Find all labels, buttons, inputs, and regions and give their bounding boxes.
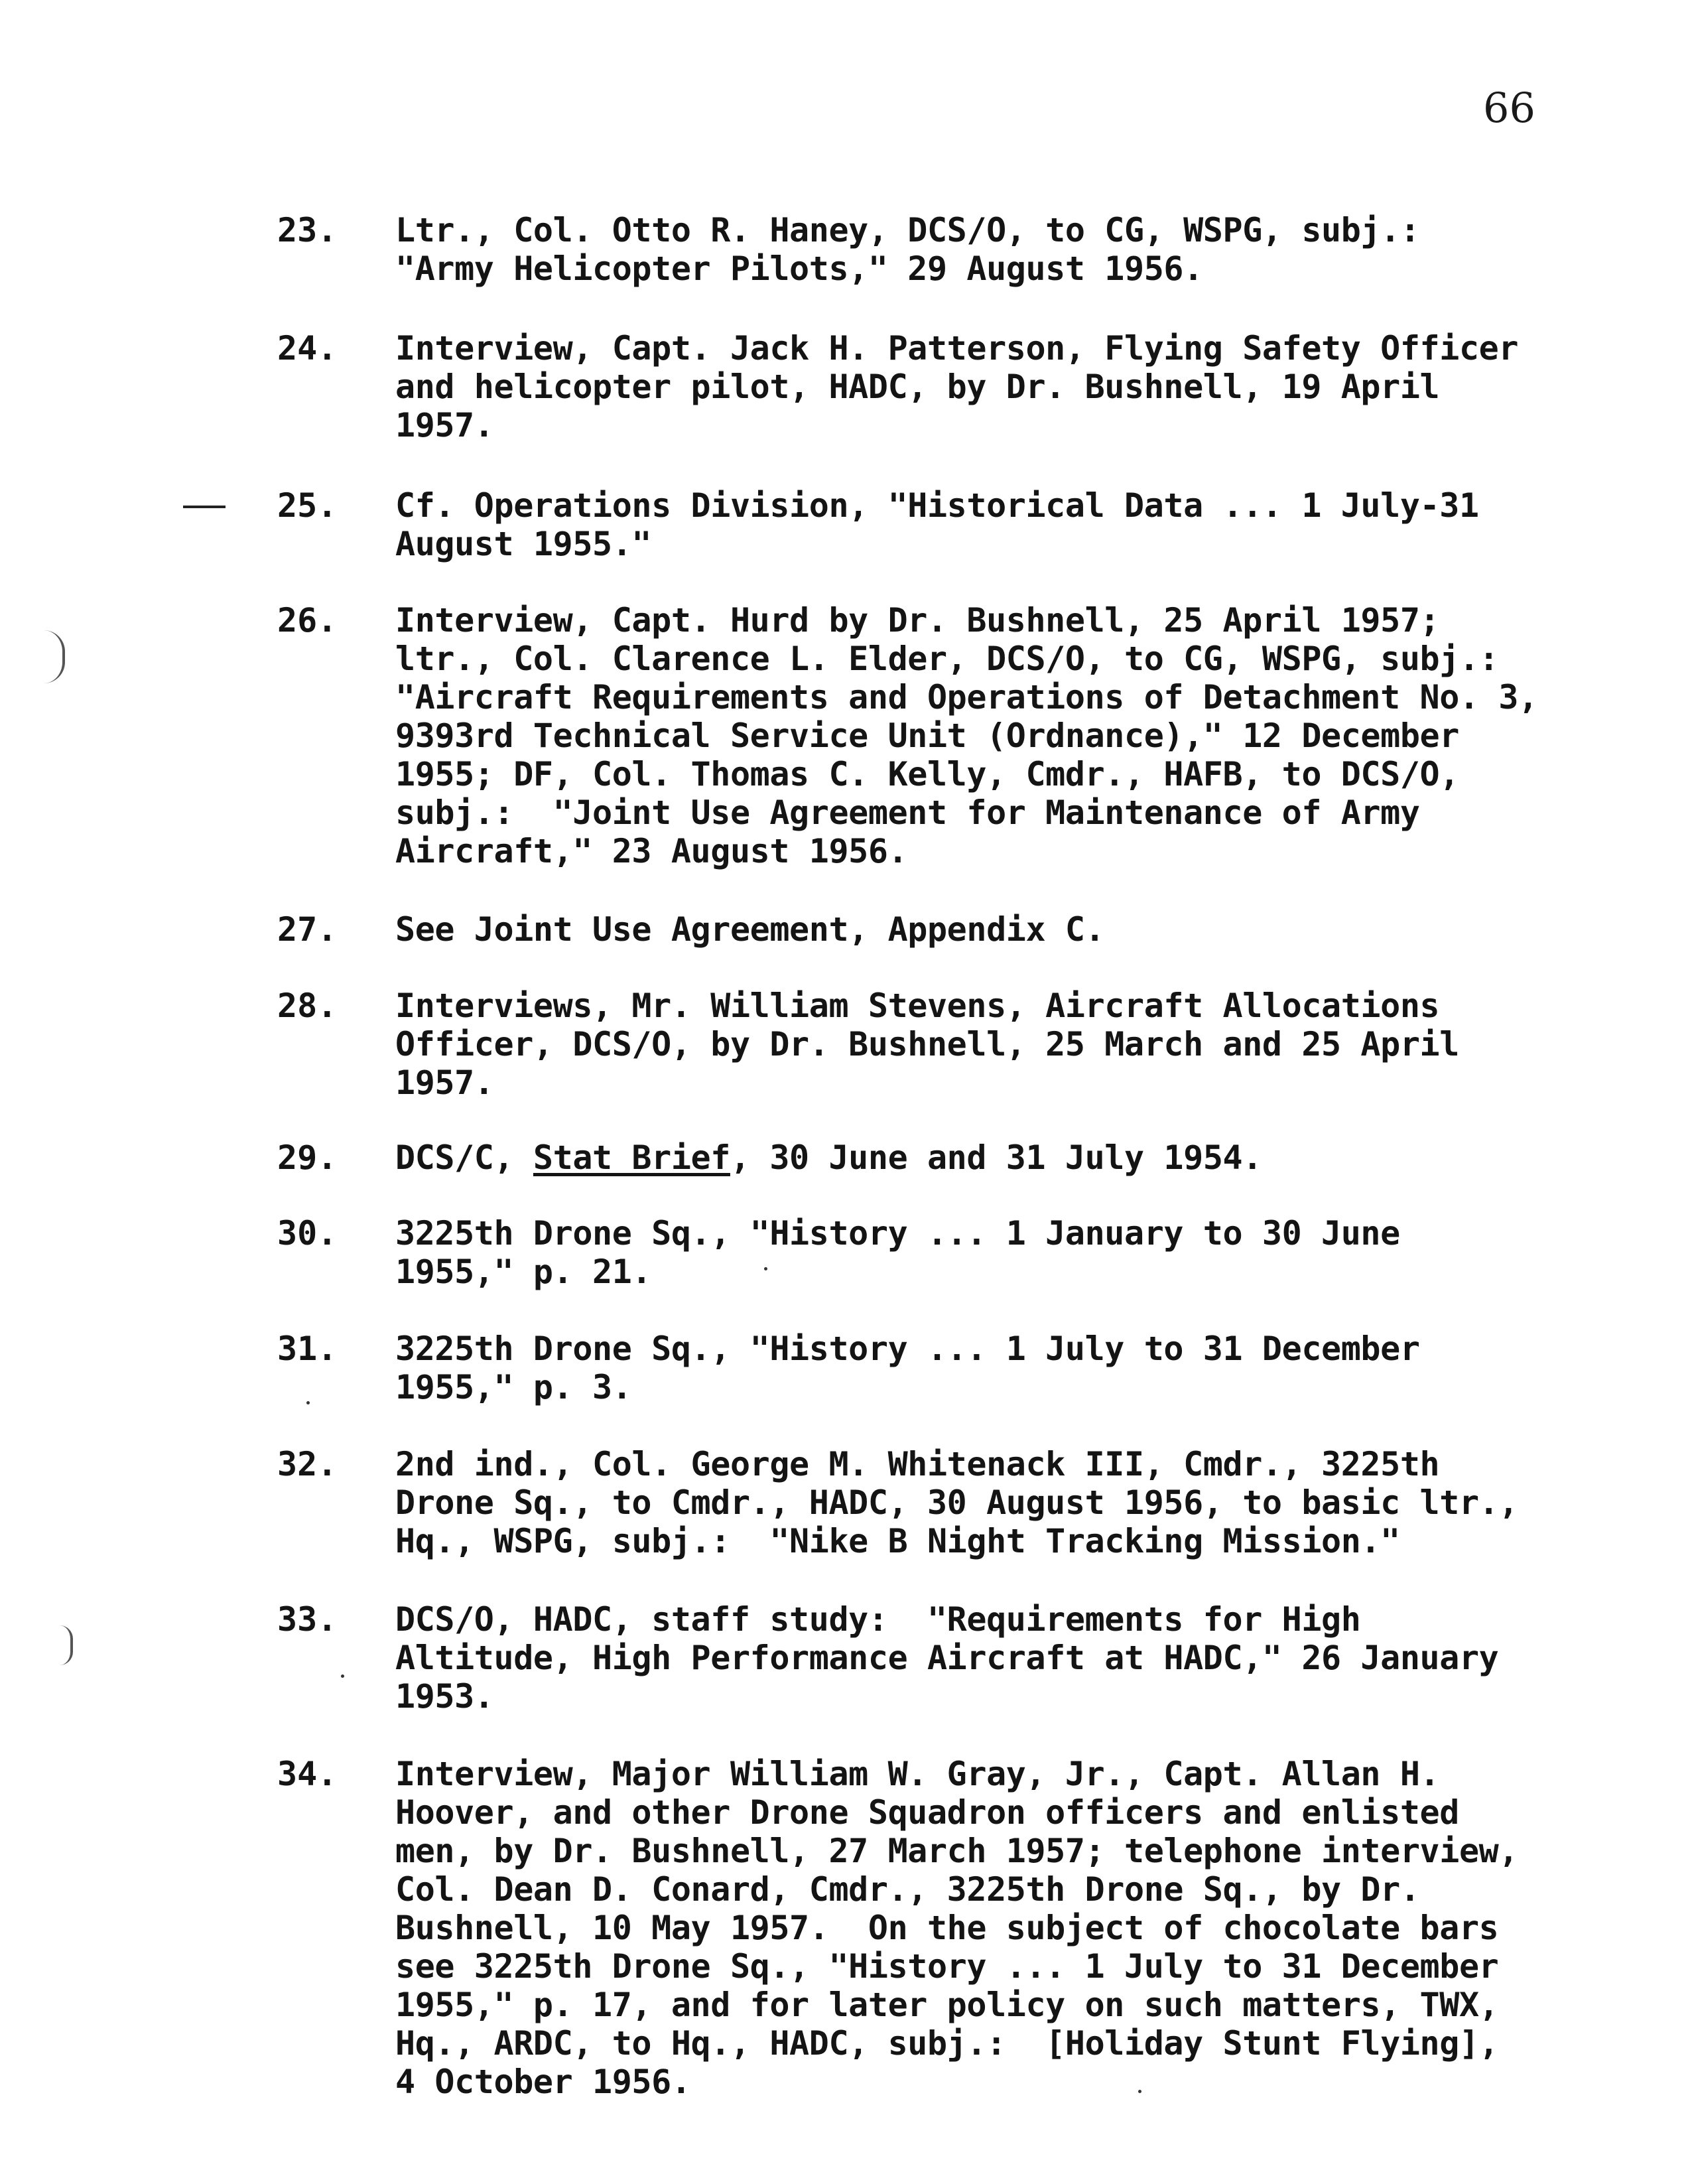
- endnote-text-line: 1955," p. 3.: [395, 1368, 632, 1406]
- endnote-text-line: DCS/O, HADC, staff study: "Requirements for High: [395, 1600, 1361, 1639]
- endnote-text-line: Col. Dean D. Conard, Cmdr., 3225th Drone Sq., by Dr.: [395, 1870, 1420, 1909]
- endnote-text-line: Interviews, Mr. William Stevens, Aircraft Allocations: [395, 987, 1440, 1025]
- endnote-text-line: and helicopter pilot, HADC, by Dr. Bushnell, 19 April: [395, 368, 1440, 406]
- endnote-number: 25.: [277, 486, 338, 525]
- endnote-text-line: subj.: "Joint Use Agreement for Maintenance of Army: [395, 793, 1420, 832]
- endnote-text-line: "Army Helicopter Pilots," 29 August 1956.: [395, 249, 1203, 288]
- endnote-text-line: men, by Dr. Bushnell, 27 March 1957; telephone interview,: [395, 1832, 1519, 1870]
- endnote-number: 31.: [277, 1330, 338, 1368]
- endnote-text-line: 1955," p. 21.: [395, 1253, 652, 1291]
- endnote-text-line: [395, 1138, 1262, 1177]
- endnote-text-line: 4 October 1956.: [395, 2063, 691, 2101]
- endnote-number: 26.: [277, 601, 338, 640]
- endnote-text-line: 1957.: [395, 406, 494, 444]
- endnote-text-line: Interview, Capt. Jack H. Patterson, Flying Safety Officer: [395, 329, 1519, 368]
- endnote-number: 32.: [277, 1445, 338, 1483]
- endnote-text-line: Bushnell, 10 May 1957. On the subject of chocolate bars: [395, 1909, 1499, 1947]
- endnote-text-line: 9393rd Technical Service Unit (Ordnance)," 12 December: [395, 717, 1459, 755]
- endnote-text-line: 3225th Drone Sq., "History ... 1 July to 31 December: [395, 1330, 1420, 1368]
- endnote-text: DCS/C,: [395, 1138, 533, 1177]
- endnote-text-line: Interview, Capt. Hurd by Dr. Bushnell, 25 April 1957;: [395, 601, 1440, 640]
- endnote-text-line: Drone Sq., to Cmdr., HADC, 30 August 1956, to basic ltr.,: [395, 1483, 1519, 1522]
- endnote-text-line: Cf. Operations Division, "Historical Data ... 1 July-31: [395, 486, 1479, 525]
- endnote-number: 23.: [277, 211, 338, 249]
- endnote-text: , 30 June and 31 July 1954.: [730, 1138, 1262, 1177]
- endnote-text-line: August 1955.": [395, 525, 652, 563]
- endnote-text-line: 1955," p. 17, and for later policy on such matters, TWX,: [395, 1986, 1499, 2024]
- endnote-number: 34.: [277, 1755, 338, 1793]
- underlined-title: Stat Brief: [533, 1138, 730, 1177]
- endnote-text-line: 1955; DF, Col. Thomas C. Kelly, Cmdr., HAFB, to DCS/O,: [395, 755, 1459, 793]
- endnote-text-line: Interview, Major William W. Gray, Jr., Capt. Allan H.: [395, 1755, 1440, 1793]
- endnote-text-line: Hq., ARDC, to Hq., HADC, subj.: [Holiday Stunt Flying],: [395, 2024, 1499, 2063]
- endnote-text-line: 1957.: [395, 1063, 494, 1102]
- endnote-text-line: 2nd ind., Col. George M. Whitenack III, Cmdr., 3225th: [395, 1445, 1440, 1483]
- endnote-text-line: 3225th Drone Sq., "History ... 1 January to 30 June: [395, 1214, 1400, 1253]
- endnote-text-line: Altitude, High Performance Aircraft at HADC," 26 January: [395, 1639, 1499, 1677]
- endnote-text-line: ltr., Col. Clarence L. Elder, DCS/O, to CG, WSPG, subj.:: [395, 640, 1499, 678]
- endnote-text-line: see 3225th Drone Sq., "History ... 1 July to 31 December: [395, 1947, 1499, 1986]
- endnote-number: 27.: [277, 910, 338, 949]
- endnote-number: 33.: [277, 1600, 338, 1639]
- endnote-text-line: Hq., WSPG, subj.: "Nike B Night Tracking Mission.": [395, 1522, 1400, 1560]
- endnote-text-line: Officer, DCS/O, by Dr. Bushnell, 25 March and 25 April: [395, 1025, 1459, 1063]
- endnote-text-line: See Joint Use Agreement, Appendix C.: [395, 910, 1105, 949]
- endnote-number: 29.: [277, 1138, 338, 1177]
- endnote-text-line: 1953.: [395, 1677, 494, 1716]
- endnote-text-line: "Aircraft Requirements and Operations of Detachment No. 3,: [395, 678, 1538, 717]
- endnote-number: 24.: [277, 329, 338, 368]
- page-number: 66: [1483, 84, 1535, 132]
- endnote-text-line: Ltr., Col. Otto R. Haney, DCS/O, to CG, WSPG, subj.:: [395, 211, 1420, 249]
- endnote-text-line: Aircraft," 23 August 1956.: [395, 832, 908, 870]
- endnote-text-line: Hoover, and other Drone Squadron officers and enlisted: [395, 1793, 1459, 1832]
- endnote-number: 30.: [277, 1214, 338, 1253]
- endnote-number: 28.: [277, 987, 338, 1025]
